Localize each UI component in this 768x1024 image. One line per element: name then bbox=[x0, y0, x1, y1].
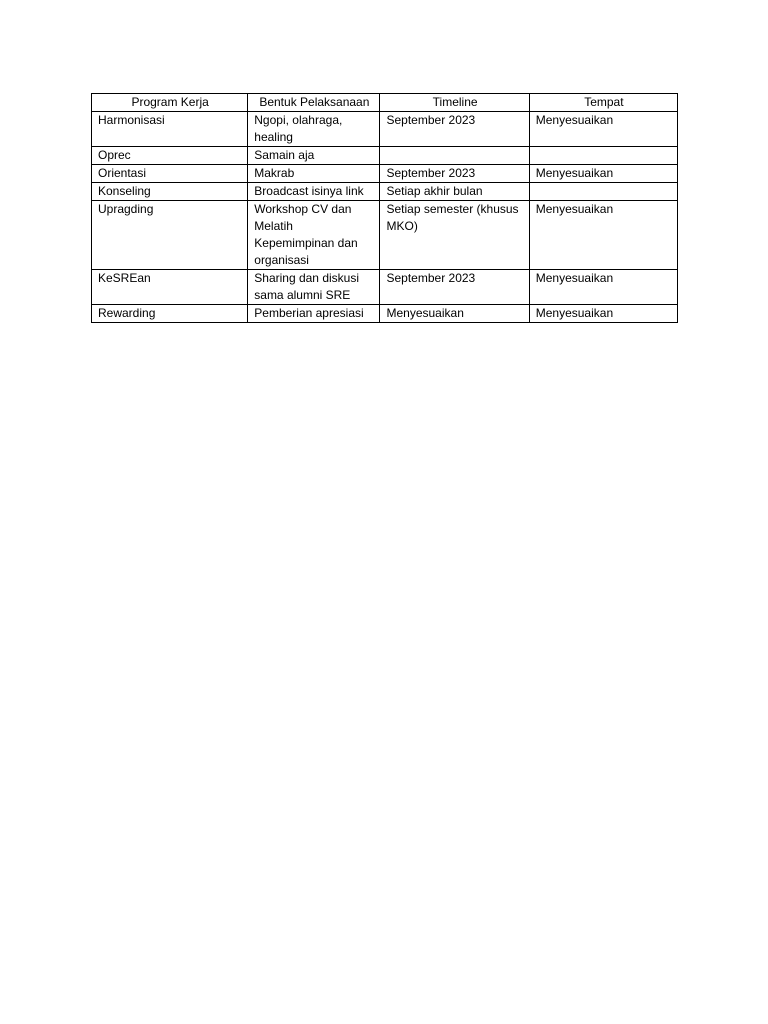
header-tempat: Tempat bbox=[529, 94, 677, 112]
cell-tempat: Menyesuaikan bbox=[529, 165, 677, 183]
cell-bentuk-pelaksanaan: Workshop CV dan Melatih Kepemimpinan dan organisasi bbox=[248, 201, 380, 270]
header-bentuk-pelaksanaan: Bentuk Pelaksanaan bbox=[248, 94, 380, 112]
cell-tempat: Menyesuaikan bbox=[529, 201, 677, 270]
cell-program-kerja: KeSREan bbox=[92, 270, 248, 305]
cell-tempat bbox=[529, 183, 677, 201]
cell-tempat bbox=[529, 147, 677, 165]
table-row bbox=[92, 112, 678, 147]
cell-program-kerja: Harmonisasi bbox=[92, 112, 248, 147]
cell-bentuk-pelaksanaan: Samain aja bbox=[248, 147, 380, 165]
header-timeline: Timeline bbox=[380, 94, 529, 112]
cell-bentuk-pelaksanaan: Broadcast isinya link bbox=[248, 183, 380, 201]
cell-tempat: Menyesuaikan bbox=[529, 305, 677, 323]
header-program-kerja: Program Kerja bbox=[92, 94, 248, 112]
table-header-row bbox=[92, 94, 678, 112]
cell-bentuk-pelaksanaan: Makrab bbox=[248, 165, 380, 183]
table-row bbox=[92, 165, 678, 183]
table-row bbox=[92, 183, 678, 201]
cell-timeline: September 2023 bbox=[380, 270, 529, 305]
cell-bentuk-pelaksanaan: Sharing dan diskusi sama alumni SRE bbox=[248, 270, 380, 305]
table-row bbox=[92, 270, 678, 305]
cell-timeline: September 2023 bbox=[380, 165, 529, 183]
cell-program-kerja: Konseling bbox=[92, 183, 248, 201]
table-row bbox=[92, 147, 678, 165]
cell-timeline: Setiap semester (khusus MKO) bbox=[380, 201, 529, 270]
cell-timeline bbox=[380, 147, 529, 165]
cell-timeline: Menyesuaikan bbox=[380, 305, 529, 323]
cell-program-kerja: Rewarding bbox=[92, 305, 248, 323]
cell-timeline: September 2023 bbox=[380, 112, 529, 147]
table-row bbox=[92, 305, 678, 323]
program-kerja-table bbox=[91, 93, 678, 323]
cell-program-kerja: Upragding bbox=[92, 201, 248, 270]
table-row bbox=[92, 201, 678, 270]
cell-program-kerja: Orientasi bbox=[92, 165, 248, 183]
cell-bentuk-pelaksanaan: Ngopi, olahraga, healing bbox=[248, 112, 380, 147]
cell-timeline: Setiap akhir bulan bbox=[380, 183, 529, 201]
cell-tempat: Menyesuaikan bbox=[529, 270, 677, 305]
cell-bentuk-pelaksanaan: Pemberian apresiasi bbox=[248, 305, 380, 323]
cell-tempat: Menyesuaikan bbox=[529, 112, 677, 147]
cell-program-kerja: Oprec bbox=[92, 147, 248, 165]
